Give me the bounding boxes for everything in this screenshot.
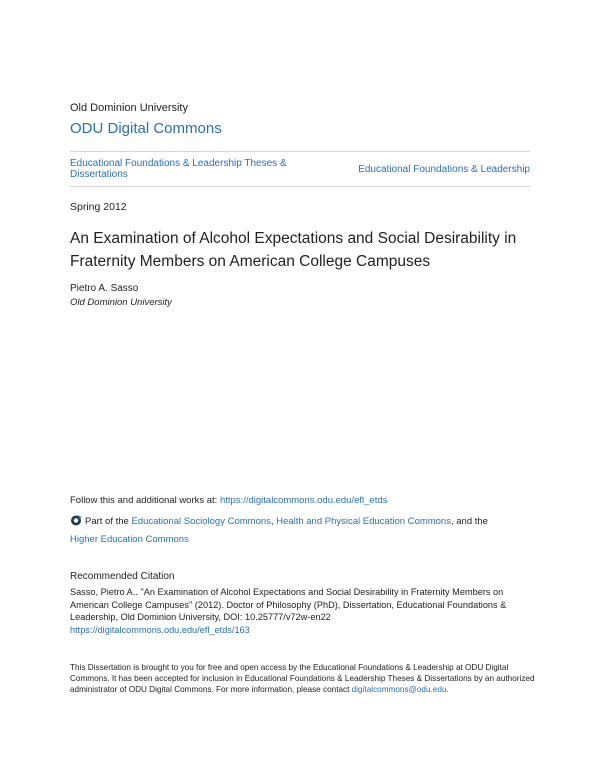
- part-of-sep-1: ,: [270, 516, 277, 527]
- contact-email-link[interactable]: digitalcommons@odu.edu: [351, 685, 447, 694]
- publication-date: Spring 2012: [70, 201, 127, 213]
- citation-heading: Recommended Citation: [70, 571, 175, 582]
- citation-block: [70, 586, 530, 636]
- part-of-sep-2: , and the: [450, 516, 488, 527]
- higher-education-commons-link[interactable]: Higher Education Commons: [70, 534, 189, 545]
- follow-line: [70, 495, 387, 506]
- citation-text: Sasso, Pietro A.. "An Examination of Alcohol Expectations and Social Desirability in Fraternity Members on American College Campuses" (2012). Doctor of Philosophy (PhD), Dissertation, Educational Foundations & Leadership, Old Dominion University, DOI: 10.25777/v72w-en22: [70, 587, 507, 622]
- footer-text: This Dissertation is brought to you for free and open access by the Educational Foundations & Leadership at ODU Digital Commons. It has been accepted for inclusion in Educational Foundations & Leadership Theses & Dissertations by an authorized administrator of ODU Digital Commons. For more information, please contact: [70, 663, 535, 694]
- footer-end: .: [446, 685, 449, 694]
- collection-link[interactable]: Educational Foundations & Leadership Theses & Dissertations: [70, 158, 287, 180]
- footer-notice: [70, 662, 535, 695]
- author-affiliation: Old Dominion University: [70, 297, 172, 308]
- open-access-icon: [70, 514, 82, 526]
- author-name: Pietro A. Sasso: [70, 283, 139, 294]
- department-link[interactable]: Educational Foundations & Leadership: [358, 164, 530, 175]
- part-of-prefix: Part of the: [85, 516, 132, 527]
- divider-top: [70, 151, 530, 152]
- health-physical-education-commons-link[interactable]: Health and Physical Education Commons: [276, 516, 451, 527]
- repository-link[interactable]: ODU Digital Commons: [70, 120, 222, 137]
- institution-name: Old Dominion University: [70, 102, 188, 114]
- follow-url-link[interactable]: https://digitalcommons.odu.edu/efl_etds: [219, 495, 388, 506]
- divider-bottom: [70, 186, 530, 187]
- citation-url-link[interactable]: https://digitalcommons.odu.edu/efl_etds/163: [70, 624, 250, 635]
- follow-prefix: Follow this and additional works at:: [70, 495, 220, 506]
- part-of-line: [70, 513, 540, 549]
- educational-sociology-commons-link[interactable]: Educational Sociology Commons: [131, 516, 271, 527]
- document-title: An Examination of Alcohol Expectations and Social Desirability in Fraternity Members on American College Campuses: [70, 230, 517, 270]
